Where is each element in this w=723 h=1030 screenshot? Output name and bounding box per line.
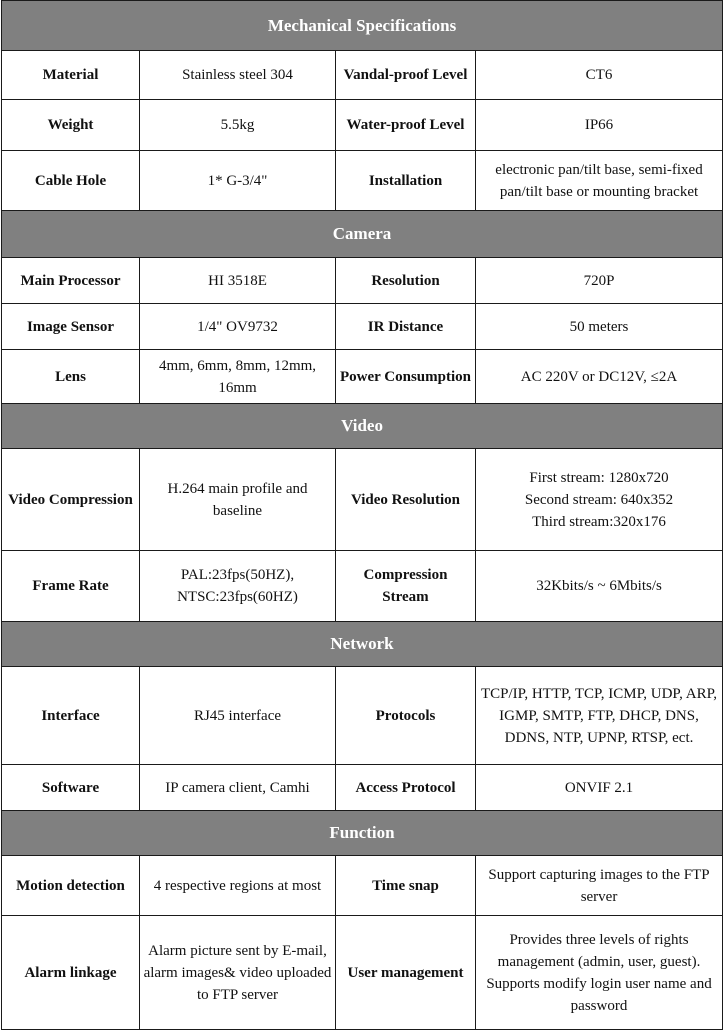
software-value: IP camera client, Camhi <box>140 765 336 811</box>
main-processor-value: HI 3518E <box>140 258 336 304</box>
user-management-label: User management <box>336 916 476 1030</box>
ir-distance-label: IR Distance <box>336 304 476 350</box>
motion-detection-value: 4 respective regions at most <box>140 856 336 916</box>
frame-rate-label: Frame Rate <box>2 551 140 622</box>
weight-label: Weight <box>2 100 140 151</box>
section-header-video: Video <box>2 404 723 449</box>
video-resolution-label: Video Resolution <box>336 449 476 551</box>
cable-hole-value: 1* G-3/4" <box>140 151 336 211</box>
material-label: Material <box>2 51 140 100</box>
compression-stream-value: 32Kbits/s ~ 6Mbits/s <box>476 551 723 622</box>
video-compression-label: Video Compression <box>2 449 140 551</box>
video-resolution-value <box>476 449 723 551</box>
image-sensor-label: Image Sensor <box>2 304 140 350</box>
motion-detection-label: Motion detection <box>2 856 140 916</box>
second-stream-line: Second stream: 640x352 <box>524 491 674 508</box>
ir-distance-value: 50 meters <box>476 304 723 350</box>
alarm-linkage-label: Alarm linkage <box>2 916 140 1030</box>
image-sensor-value: 1/4" OV9732 <box>140 304 336 350</box>
interface-label: Interface <box>2 667 140 765</box>
vandal-proof-value: CT6 <box>476 51 723 100</box>
access-protocol-label: Access Protocol <box>336 765 476 811</box>
main-processor-label: Main Processor <box>2 258 140 304</box>
first-stream-line: First stream: 1280x720 <box>529 469 669 486</box>
software-label: Software <box>2 765 140 811</box>
frame-rate-value <box>140 551 336 622</box>
user-management-value: Provides three levels of rights management (admin, user, guest). Supports modify login user name and password <box>476 916 723 1030</box>
water-proof-label: Water-proof Level <box>336 100 476 151</box>
frame-rate-pal-line: PAL:23fps(50HZ), <box>180 567 295 583</box>
compression-stream-label: Compression Stream <box>336 551 476 622</box>
water-proof-value: IP66 <box>476 100 723 151</box>
protocols-value: TCP/IP, HTTP, TCP, ICMP, UDP, ARP, IGMP, SMTP, FTP, DHCP, DNS, DDNS, NTP, UPNP, RTSP, ect. <box>476 667 723 765</box>
third-stream-line: Third stream:320x176 <box>532 513 666 530</box>
material-value: Stainless steel 304 <box>140 51 336 100</box>
section-header-mechanical: Mechanical Specifications <box>2 1 723 51</box>
power-consumption-value: AC 220V or DC12V, ≤2A <box>476 350 723 404</box>
spec-table <box>1 0 723 1030</box>
weight-value: 5.5kg <box>140 100 336 151</box>
section-header-network: Network <box>2 622 723 667</box>
time-snap-value: Support capturing images to the FTP server <box>476 856 723 916</box>
access-protocol-value: ONVIF 2.1 <box>476 765 723 811</box>
time-snap-label: Time snap <box>336 856 476 916</box>
alarm-linkage-value: Alarm picture sent by E-mail, alarm images& video uploaded to FTP server <box>140 916 336 1030</box>
installation-label: Installation <box>336 151 476 211</box>
lens-label: Lens <box>2 350 140 404</box>
section-header-function: Function <box>2 811 723 856</box>
protocols-label: Protocols <box>336 667 476 765</box>
section-header-camera: Camera <box>2 211 723 258</box>
lens-value: 4mm, 6mm, 8mm, 12mm, 16mm <box>140 350 336 404</box>
cable-hole-label: Cable Hole <box>2 151 140 211</box>
video-compression-value: H.264 main profile and baseline <box>140 449 336 551</box>
vandal-proof-label: Vandal-proof Level <box>336 51 476 100</box>
interface-value: RJ45 interface <box>140 667 336 765</box>
installation-value: electronic pan/tilt base, semi-fixed pan/tilt base or mounting bracket <box>476 151 723 211</box>
power-consumption-label: Power Consumption <box>336 350 476 404</box>
frame-rate-ntsc-line: NTSC:23fps(60HZ) <box>177 589 298 605</box>
resolution-label: Resolution <box>336 258 476 304</box>
resolution-value: 720P <box>476 258 723 304</box>
